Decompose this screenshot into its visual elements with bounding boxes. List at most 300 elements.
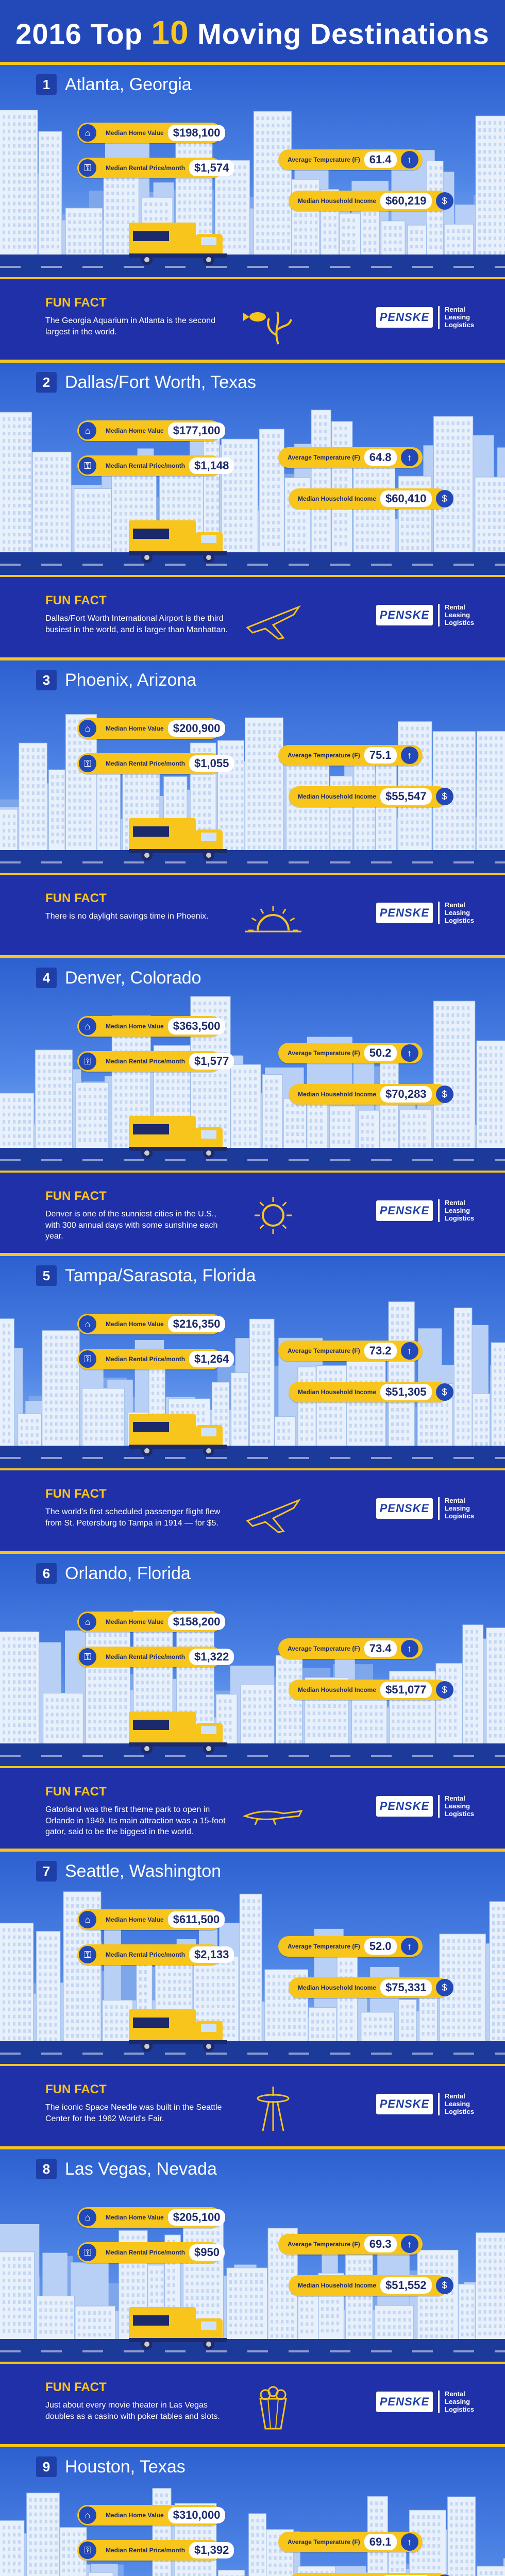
average-temperature-stat	[278, 447, 423, 468]
penske-brand	[376, 604, 474, 627]
divider	[438, 2391, 440, 2413]
stat-value: 69.3	[364, 2236, 397, 2252]
penske-logo: PENSKE	[376, 1498, 433, 1519]
house-icon: ⌂	[79, 1911, 96, 1928]
median-rental-stat	[77, 2242, 222, 2263]
stat-label: Average Temperature (F)	[288, 1049, 360, 1057]
penske-brand	[376, 1497, 474, 1520]
fun-fact-panel	[0, 1468, 505, 1551]
skyline-illustration	[0, 682, 505, 852]
median-home-value-stat	[77, 420, 222, 441]
money-icon: $	[436, 1383, 453, 1401]
money-icon: $	[436, 1979, 453, 1996]
average-temperature-stat	[278, 745, 423, 766]
stat-value: 64.8	[364, 449, 397, 466]
city-panel	[0, 1551, 505, 1766]
penske-brand	[376, 2391, 474, 2414]
tagline-logistics: Logistics	[445, 2107, 475, 2115]
city-heading	[36, 2159, 217, 2179]
house-icon: ⌂	[79, 2506, 96, 2524]
stat-value: $51,077	[380, 1682, 432, 1698]
city-name: Dallas/Fort Worth, Texas	[65, 372, 256, 392]
fun-fact-text: Dallas/Fort Worth International Airport is the third busiest in the world, and is larger than Manhattan.	[45, 614, 228, 634]
penske-logo: PENSKE	[376, 2094, 433, 2114]
stat-value: $950	[189, 2244, 225, 2261]
road-markings	[0, 2053, 505, 2055]
city-heading	[36, 2456, 186, 2477]
median-rental-stat	[77, 2540, 229, 2561]
key-icon: ⚿	[79, 2244, 96, 2261]
median-income-stat	[289, 786, 448, 807]
popcorn-icon	[242, 2383, 304, 2430]
fun-fact-text: Just about every movie theater in Las Vegas doubles as a casino with poker tables and slots.	[45, 2401, 220, 2421]
stat-value: 73.4	[364, 1640, 397, 1657]
median-income-stat	[289, 1977, 448, 1998]
stat-value: 73.2	[364, 1343, 397, 1359]
fun-fact-panel	[0, 873, 505, 955]
stat-label: Average Temperature (F)	[288, 2241, 360, 2248]
city-heading	[36, 372, 256, 393]
house-icon: ⌂	[79, 1018, 96, 1035]
penske-tagline	[445, 2093, 474, 2116]
divider	[438, 902, 440, 924]
tagline-logistics: Logistics	[445, 2405, 475, 2413]
road-markings	[0, 2350, 505, 2352]
city-panel	[0, 2146, 505, 2362]
penske-logo: PENSKE	[376, 2392, 433, 2412]
accent-bar	[0, 2146, 505, 2149]
penske-logo: PENSKE	[376, 1200, 433, 1221]
stat-label: Median Rental Price/month	[106, 760, 186, 767]
stat-label: Median Rental Price/month	[106, 1058, 186, 1065]
fun-fact-label: FUN FACT	[45, 594, 107, 607]
stat-label: Median Home Value	[106, 1618, 164, 1625]
divider	[438, 1795, 440, 1818]
penske-logo: PENSKE	[376, 307, 433, 328]
key-icon: ⚿	[79, 2541, 96, 2559]
divider	[438, 604, 440, 626]
sun-horizon-icon	[242, 894, 304, 941]
fun-fact-text: There is no daylight savings time in Phoenix.	[45, 912, 209, 921]
house-icon: ⌂	[79, 720, 96, 737]
skyline-illustration	[0, 1873, 505, 2043]
fun-fact-label: FUN FACT	[45, 1189, 107, 1203]
tagline-logistics: Logistics	[445, 618, 475, 626]
stat-value: $158,200	[168, 1614, 226, 1630]
accent-bar	[0, 1171, 505, 1173]
tagline-rental: Rental	[445, 1199, 465, 1207]
city-panel	[0, 1253, 505, 1468]
stat-label: Median Home Value	[106, 1916, 164, 1923]
fish-coral-icon	[242, 299, 304, 345]
tagline-logistics: Logistics	[445, 1809, 475, 1818]
city-heading	[36, 1265, 256, 1286]
median-income-stat	[289, 1680, 448, 1700]
stat-value: $60,410	[380, 490, 432, 507]
stat-label: Median Household Income	[298, 793, 377, 800]
average-temperature-stat	[278, 1638, 423, 1659]
median-income-stat	[289, 1084, 448, 1105]
stat-label: Median Home Value	[106, 725, 164, 732]
accent-bar	[0, 1468, 505, 1470]
penske-truck-icon	[129, 2006, 232, 2053]
tagline-logistics: Logistics	[445, 1214, 475, 1222]
stat-label: Median Household Income	[298, 1388, 377, 1396]
city-heading	[36, 1563, 191, 1584]
key-icon: ⚿	[79, 457, 96, 474]
stat-label: Median Household Income	[298, 1686, 377, 1693]
tagline-rental: Rental	[445, 2390, 465, 2398]
stat-label: Median Home Value	[106, 1320, 164, 1328]
penske-logo: PENSKE	[376, 903, 433, 923]
accent-bar	[0, 360, 505, 363]
money-icon: $	[436, 788, 453, 805]
median-income-stat	[289, 2573, 448, 2576]
thermometer-icon: ↑	[401, 1342, 418, 1360]
fun-fact-text: The world's first scheduled passenger flight flew from St. Petersburg to Tampa in 1914 — for $5.	[45, 1507, 221, 1528]
stat-label: Median Household Income	[298, 197, 377, 205]
median-home-value-stat	[77, 1016, 222, 1037]
rank-badge: 2	[36, 372, 57, 393]
penske-truck-icon	[129, 815, 232, 861]
thermometer-icon: ↑	[401, 151, 418, 168]
city-heading	[36, 968, 201, 988]
penske-brand	[376, 1199, 474, 1223]
fun-fact-label: FUN FACT	[45, 2380, 107, 2394]
stat-label: Median Household Income	[298, 495, 377, 502]
fun-fact-label: FUN FACT	[45, 1487, 107, 1501]
stat-value: $177,100	[168, 422, 226, 439]
penske-brand	[376, 1795, 474, 1818]
stat-label: Average Temperature (F)	[288, 2538, 360, 2546]
rank-badge: 1	[36, 74, 57, 95]
stat-label: Average Temperature (F)	[288, 1645, 360, 1652]
page-header	[0, 0, 505, 62]
median-rental-stat	[77, 1944, 229, 1965]
stat-label: Median Rental Price/month	[106, 462, 186, 469]
stat-value: $1,392	[189, 2542, 234, 2558]
stat-label: Median Rental Price/month	[106, 1951, 186, 1958]
road-markings	[0, 1755, 505, 1757]
accent-bar	[0, 1849, 505, 1852]
city-name: Seattle, Washington	[65, 1861, 222, 1881]
fun-fact-label: FUN FACT	[45, 891, 107, 905]
road-markings	[0, 1457, 505, 1459]
city-heading	[36, 670, 196, 690]
stat-label: Median Household Income	[298, 2282, 377, 2289]
penske-tagline	[445, 2391, 474, 2414]
divider	[438, 1199, 440, 1222]
penske-tagline	[445, 1497, 474, 1520]
tagline-rental: Rental	[445, 1497, 465, 1504]
median-rental-stat	[77, 1349, 229, 1369]
tagline-leasing: Leasing	[445, 1206, 470, 1214]
penske-brand	[376, 902, 474, 925]
key-icon: ⚿	[79, 1946, 96, 1963]
stat-value: $198,100	[168, 125, 226, 141]
stat-value: $1,055	[189, 755, 234, 772]
house-icon: ⌂	[79, 2209, 96, 2226]
fun-fact-text: The iconic Space Needle was built in the Seattle Center for the 1962 World's Fair.	[45, 2103, 222, 2123]
fun-fact-panel	[0, 277, 505, 360]
skyline-illustration	[0, 1278, 505, 1448]
penske-tagline	[445, 902, 474, 925]
skyline-illustration	[0, 384, 505, 554]
rank-badge: 9	[36, 2456, 57, 2477]
key-icon: ⚿	[79, 1350, 96, 1368]
house-icon: ⌂	[79, 124, 96, 142]
house-icon: ⌂	[79, 1613, 96, 1631]
plane-icon	[242, 1490, 304, 1536]
median-income-stat	[289, 2275, 448, 2296]
city-name: Tampa/Sarasota, Florida	[65, 1265, 256, 1285]
city-heading	[36, 74, 192, 95]
stat-value: $75,331	[380, 1979, 432, 1996]
median-home-value-stat	[77, 1314, 222, 1334]
tagline-leasing: Leasing	[445, 2099, 470, 2108]
stat-label: Median Rental Price/month	[106, 1653, 186, 1660]
penske-truck-icon	[129, 1411, 232, 1457]
stat-label: Median Home Value	[106, 1023, 164, 1030]
accent-bar	[0, 1253, 505, 1256]
tagline-rental: Rental	[445, 603, 465, 611]
tagline-leasing: Leasing	[445, 611, 470, 619]
money-icon: $	[436, 192, 453, 210]
stat-value: 50.2	[364, 1045, 397, 1061]
city-panel	[0, 1849, 505, 2064]
key-icon: ⚿	[79, 159, 96, 177]
page-title: 2016 Top 10 Moving Destinations	[15, 14, 490, 51]
city-panel	[0, 360, 505, 575]
city-heading	[36, 1861, 221, 1882]
stat-label: Median Rental Price/month	[106, 2547, 186, 2554]
median-income-stat	[289, 191, 448, 211]
stat-label: Average Temperature (F)	[288, 156, 360, 163]
city-name: Las Vegas, Nevada	[65, 2159, 217, 2179]
stat-label: Median Home Value	[106, 2512, 164, 2519]
thermometer-icon: ↑	[401, 1938, 418, 1955]
tagline-rental: Rental	[445, 306, 465, 313]
tagline-leasing: Leasing	[445, 1504, 470, 1512]
stat-value: $200,900	[168, 720, 226, 737]
accent-bar	[0, 873, 505, 875]
road-markings	[0, 861, 505, 863]
skyline-illustration	[0, 87, 505, 257]
tagline-rental: Rental	[445, 901, 465, 909]
median-income-stat	[289, 1382, 448, 1402]
city-panel	[0, 62, 505, 277]
penske-brand	[376, 2093, 474, 2116]
stat-label: Median Household Income	[298, 1984, 377, 1991]
airplane-icon	[242, 597, 304, 643]
divider	[438, 2093, 440, 2115]
median-home-value-stat	[77, 2505, 222, 2526]
penske-logo: PENSKE	[376, 1796, 433, 1817]
fun-fact-label: FUN FACT	[45, 1785, 107, 1799]
thermometer-icon: ↑	[401, 1044, 418, 1062]
fun-fact-panel	[0, 1766, 505, 1849]
key-icon: ⚿	[79, 755, 96, 772]
rank-badge: 4	[36, 968, 57, 988]
fun-fact-text: Denver is one of the sunniest cities in the U.S., with 300 annual days with some sunshine each year.	[45, 1210, 218, 1241]
sun-icon	[242, 1192, 304, 1239]
tagline-leasing: Leasing	[445, 313, 470, 321]
fun-fact-label: FUN FACT	[45, 296, 107, 310]
stat-label: Median Home Value	[106, 427, 164, 434]
average-temperature-stat	[278, 1936, 423, 1957]
thermometer-icon: ↑	[401, 747, 418, 764]
tagline-leasing: Leasing	[445, 908, 470, 917]
tagline-leasing: Leasing	[445, 1802, 470, 1810]
median-income-stat	[289, 488, 448, 509]
penske-truck-icon	[129, 1113, 232, 1159]
median-home-value-stat	[77, 718, 222, 739]
rank-badge: 3	[36, 670, 57, 690]
stat-value: $1,264	[189, 1351, 234, 1367]
stat-value: $60,219	[380, 193, 432, 209]
key-icon: ⚿	[79, 1053, 96, 1070]
city-name: Orlando, Florida	[65, 1563, 191, 1583]
stat-value: $216,350	[168, 1316, 226, 1332]
stat-value: $51,305	[380, 1384, 432, 1400]
accent-bar	[0, 2064, 505, 2066]
tagline-logistics: Logistics	[445, 1512, 475, 1520]
thermometer-icon: ↑	[401, 1640, 418, 1657]
penske-tagline	[445, 1795, 474, 1818]
accent-bar	[0, 575, 505, 577]
average-temperature-stat	[278, 2234, 423, 2255]
skyline-illustration	[0, 980, 505, 1150]
house-icon: ⌂	[79, 422, 96, 439]
key-icon: ⚿	[79, 1648, 96, 1666]
city-name: Atlanta, Georgia	[65, 74, 192, 94]
median-home-value-stat	[77, 1909, 222, 1930]
fun-fact-text: Gatorland was the first theme park to open in Orlando in 1949. Its main attraction was a 15-foot gator, said to be the biggest in the world.	[45, 1805, 226, 1837]
money-icon: $	[436, 2277, 453, 2294]
median-rental-stat	[77, 158, 229, 178]
accent-bar	[0, 955, 505, 958]
stat-label: Average Temperature (F)	[288, 1943, 360, 1950]
median-home-value-stat	[77, 2207, 222, 2228]
house-icon: ⌂	[79, 1315, 96, 1333]
fun-fact-panel	[0, 575, 505, 657]
accent-bar	[0, 1551, 505, 1554]
stat-value: $205,100	[168, 2209, 226, 2226]
accent-bar	[0, 277, 505, 279]
fun-fact-panel	[0, 2064, 505, 2146]
fun-fact-panel	[0, 2362, 505, 2444]
stat-label: Average Temperature (F)	[288, 752, 360, 759]
penske-truck-icon	[129, 219, 232, 266]
penske-brand	[376, 306, 474, 329]
rank-badge: 8	[36, 2159, 57, 2179]
tagline-logistics: Logistics	[445, 320, 475, 329]
stat-value: 75.1	[364, 747, 397, 764]
penske-tagline	[445, 1199, 474, 1223]
rank-badge: 6	[36, 1563, 57, 1584]
median-rental-stat	[77, 1647, 229, 1667]
thermometer-icon: ↑	[401, 2533, 418, 2551]
city-panel	[0, 2444, 505, 2576]
skyline-illustration	[0, 2171, 505, 2341]
money-icon: $	[436, 490, 453, 507]
stat-label: Median Rental Price/month	[106, 2249, 186, 2256]
accent-bar	[0, 2362, 505, 2364]
stat-value: $363,500	[168, 1018, 226, 1035]
road-markings	[0, 266, 505, 268]
city-panel	[0, 657, 505, 873]
stat-label: Average Temperature (F)	[288, 1347, 360, 1354]
stat-value: 61.4	[364, 151, 397, 168]
accent-bar	[0, 657, 505, 660]
stat-value: $1,577	[189, 1053, 234, 1070]
penske-truck-icon	[129, 2304, 232, 2350]
median-home-value-stat	[77, 123, 222, 143]
stat-value: 69.1	[364, 2534, 397, 2550]
stat-label: Median Home Value	[106, 2214, 164, 2221]
stat-value: $1,574	[189, 160, 234, 176]
tagline-leasing: Leasing	[445, 2397, 470, 2405]
divider	[438, 306, 440, 329]
median-rental-stat	[77, 1051, 229, 1072]
money-icon: $	[436, 1086, 453, 1103]
city-panel	[0, 955, 505, 1171]
road-markings	[0, 1159, 505, 1161]
median-rental-stat	[77, 753, 229, 774]
average-temperature-stat	[278, 149, 423, 170]
penske-logo: PENSKE	[376, 605, 433, 625]
tagline-rental: Rental	[445, 2092, 465, 2100]
accent-bar	[0, 62, 505, 65]
stat-value: $70,283	[380, 1086, 432, 1103]
stat-value: 52.0	[364, 1938, 397, 1955]
space-needle-icon	[242, 2086, 304, 2132]
tagline-logistics: Logistics	[445, 916, 475, 924]
stat-value: $1,148	[189, 457, 234, 474]
thermometer-icon: ↑	[401, 2235, 418, 2253]
stat-label: Median Household Income	[298, 1091, 377, 1098]
stat-value: $51,552	[380, 2277, 432, 2294]
city-name: Denver, Colorado	[65, 968, 201, 988]
median-rental-stat	[77, 455, 229, 476]
skyline-illustration	[0, 2469, 505, 2576]
stat-value: $2,133	[189, 1946, 234, 1963]
stat-value: $611,500	[168, 1911, 225, 1928]
divider	[438, 1497, 440, 1520]
fun-fact-text: The Georgia Aquarium in Atlanta is the second largest in the world.	[45, 316, 215, 336]
stat-value: $1,322	[189, 1649, 234, 1665]
rank-badge: 5	[36, 1265, 57, 1286]
average-temperature-stat	[278, 1341, 423, 1361]
skyline-illustration	[0, 1575, 505, 1745]
stat-value: $310,000	[168, 2507, 226, 2523]
accent-bar	[0, 2444, 505, 2447]
tagline-rental: Rental	[445, 1794, 465, 1802]
stat-label: Median Rental Price/month	[106, 164, 186, 172]
thermometer-icon: ↑	[401, 449, 418, 466]
fun-fact-label: FUN FACT	[45, 2082, 107, 2096]
average-temperature-stat	[278, 2532, 423, 2552]
destination-list	[0, 62, 505, 2576]
median-home-value-stat	[77, 1612, 222, 1632]
stat-value: $55,547	[380, 788, 432, 805]
penske-truck-icon	[129, 517, 232, 564]
alligator-icon	[242, 1788, 304, 1834]
rank-badge: 7	[36, 1861, 57, 1882]
penske-tagline	[445, 604, 474, 627]
city-name: Houston, Texas	[65, 2456, 186, 2477]
stat-label: Median Home Value	[106, 129, 164, 137]
